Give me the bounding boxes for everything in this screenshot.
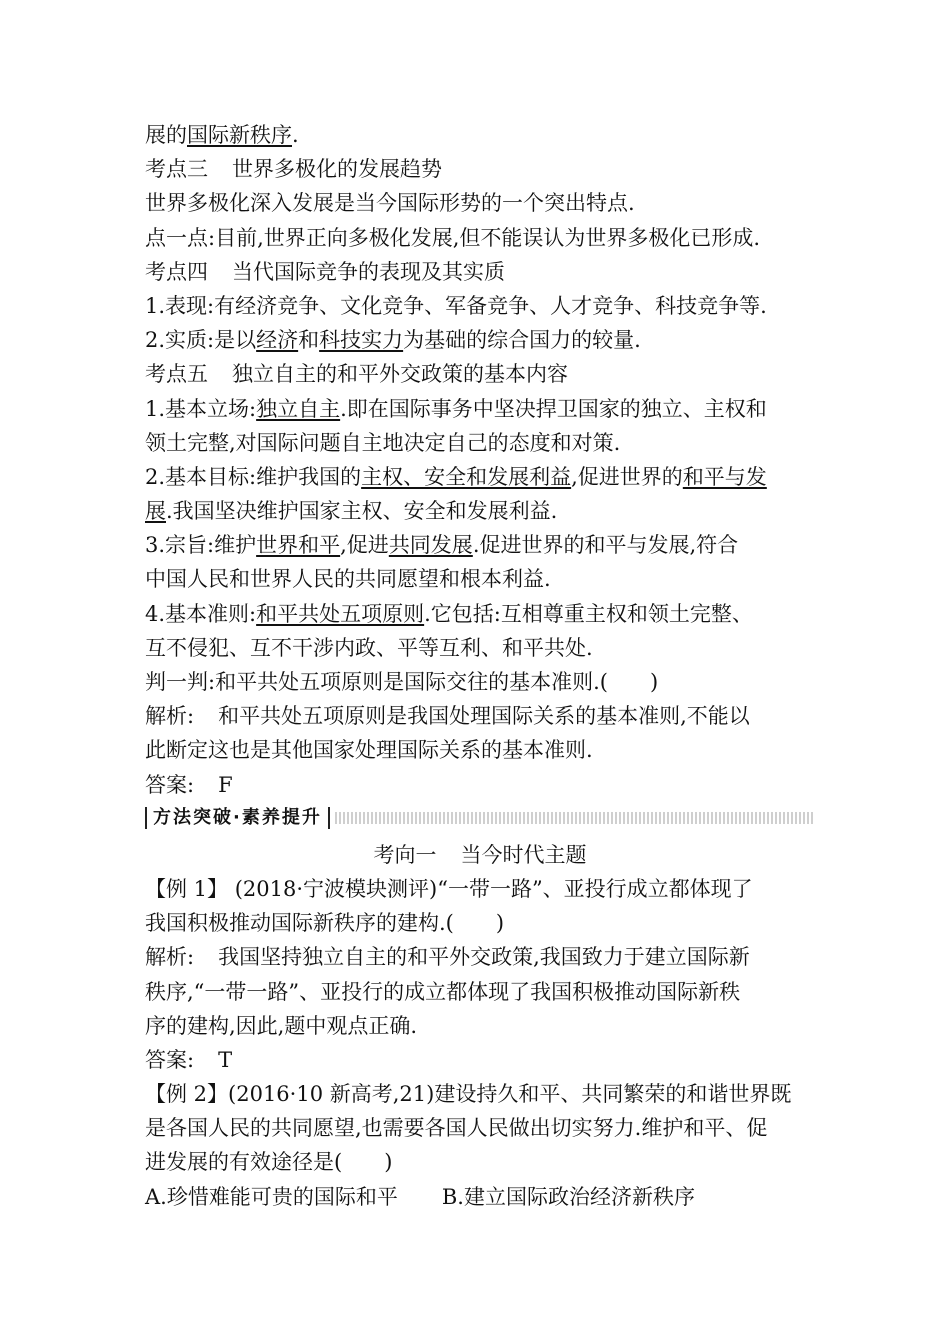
text-line xyxy=(145,494,815,528)
text-line: 我国积极推动国际新秩序的建构.( ) xyxy=(145,911,505,936)
text-line xyxy=(145,118,815,152)
analysis-line xyxy=(145,940,815,974)
option-a: A.珍惜难能可贵的国际和平 xyxy=(145,1184,398,1209)
underlined-answer: 独立自主 xyxy=(256,396,341,421)
text-line xyxy=(145,528,815,562)
text: 4.基本准则: xyxy=(145,601,257,626)
options-row xyxy=(145,1180,815,1214)
answer-value: T xyxy=(218,1047,233,1072)
text: 展的 xyxy=(145,123,187,147)
text: 和 xyxy=(298,328,320,353)
section-label: 考向一 xyxy=(373,842,437,867)
answer-label: 答案: xyxy=(145,772,195,797)
text: . xyxy=(292,123,299,147)
kaodian-label: 考点五 xyxy=(145,362,208,387)
underlined-answer: 世界和平 xyxy=(256,533,341,558)
text: ,促进 xyxy=(340,533,389,558)
underlined-answer: 和平与发 xyxy=(682,464,767,489)
banner-label: 方法突破·素养提升 xyxy=(145,807,330,829)
example-question: 【例 2】(2016·10 新高考,21)建设持久和平、共同繁荣的和谐世界既 xyxy=(145,1082,792,1107)
text-line: 领土完整,对国际问题自主地决定自己的态度和对策. xyxy=(145,430,621,455)
text-line: 序的建构,因此,题中观点正确. xyxy=(145,1013,418,1038)
text: .即在国际事务中坚决捍卫国家的独立、主权和 xyxy=(340,396,767,421)
underlined-answer: 共同发展 xyxy=(388,533,473,558)
answer-line xyxy=(145,768,815,802)
analysis-text: 和平共处五项原则是我国处理国际关系的基本准则,不能以 xyxy=(218,704,750,729)
text-line: 互不侵犯、互不干涉内政、平等互利、和平共处. xyxy=(145,635,593,660)
document-page xyxy=(145,118,815,1214)
text-line: 世界多极化深入发展是当今国际形势的一个突出特点. xyxy=(145,191,635,216)
underlined-answer: 展 xyxy=(145,499,166,524)
text-line: 是各国人民的共同愿望,也需要各国人民做出切实努力.维护和平、促 xyxy=(145,1116,768,1141)
text-line xyxy=(145,460,815,494)
text-line: 秩序,“一带一路”、亚投行的成立都体现了我国积极推动国际新秩 xyxy=(145,979,741,1004)
analysis-label: 解析: xyxy=(145,945,195,970)
answer-line xyxy=(145,1043,815,1077)
text: 3.宗旨:维护 xyxy=(145,533,257,558)
kaodian-title: 世界多极化的发展趋势 xyxy=(232,157,442,182)
section-banner xyxy=(145,804,815,834)
text-line: 1.表现:有经济竞争、文化竞争、军备竞争、人才竞争、科技竞争等. xyxy=(145,293,767,318)
kaodian-heading xyxy=(145,255,815,289)
section-title: 当今时代主题 xyxy=(460,842,587,867)
section-heading xyxy=(145,838,815,872)
text: .促进世界的和平与发展,符合 xyxy=(472,533,739,558)
kaodian-heading xyxy=(145,357,815,391)
answer-label: 答案: xyxy=(145,1047,195,1072)
underlined-answer: 科技实力 xyxy=(319,328,404,353)
analysis-label: 解析: xyxy=(145,704,195,729)
text: .它包括:互相尊重主权和领土完整、 xyxy=(424,601,753,626)
kaodian-title: 独立自主的和平外交政策的基本内容 xyxy=(232,362,568,387)
analysis-text: 我国坚持独立自主的和平外交政策,我国致力于建立国际新 xyxy=(218,945,750,970)
underlined-answer: 经济 xyxy=(256,328,299,353)
text: 2.实质:是以 xyxy=(145,328,257,353)
banner-hatch-decoration xyxy=(335,812,815,824)
text-line: 中国人民和世界人民的共同愿望和根本利益. xyxy=(145,567,551,592)
text: 为基础的综合国力的较量. xyxy=(403,328,641,353)
underlined-answer: 主权、安全和发展利益 xyxy=(361,464,572,489)
underlined-answer: 国际新秩序 xyxy=(187,123,292,147)
text: 2.基本目标:维护我国的 xyxy=(145,464,362,489)
text: ,促进世界的 xyxy=(571,464,683,489)
answer-value: F xyxy=(218,772,233,797)
judge-question: 判一判:和平共处五项原则是国际交往的基本准则.( ) xyxy=(145,670,659,694)
text: 1.基本立场: xyxy=(145,396,257,421)
text-line xyxy=(145,392,815,426)
kaodian-label: 考点三 xyxy=(145,157,208,182)
text-line: 点一点:目前,世界正向多极化发展,但不能误认为世界多极化已形成. xyxy=(145,225,761,250)
text-line xyxy=(145,323,815,357)
text: .我国坚决维护国家主权、安全和发展利益. xyxy=(166,499,558,524)
kaodian-title: 当代国际竞争的表现及其实质 xyxy=(232,259,505,284)
text-line xyxy=(145,597,815,631)
kaodian-label: 考点四 xyxy=(145,259,208,284)
text-line: 此断定这也是其他国家处理国际关系的基本准则. xyxy=(145,738,593,763)
example-question: 【例 1】 (2018·宁波模块测评)“一带一路”、亚投行成立都体现了 xyxy=(145,876,753,901)
analysis-line xyxy=(145,699,815,733)
kaodian-heading xyxy=(145,152,815,186)
text-line: 进发展的有效途径是( ) xyxy=(145,1150,393,1175)
underlined-answer: 和平共处五项原则 xyxy=(256,601,425,626)
option-b: B.建立国际政治经济新秩序 xyxy=(441,1184,695,1209)
